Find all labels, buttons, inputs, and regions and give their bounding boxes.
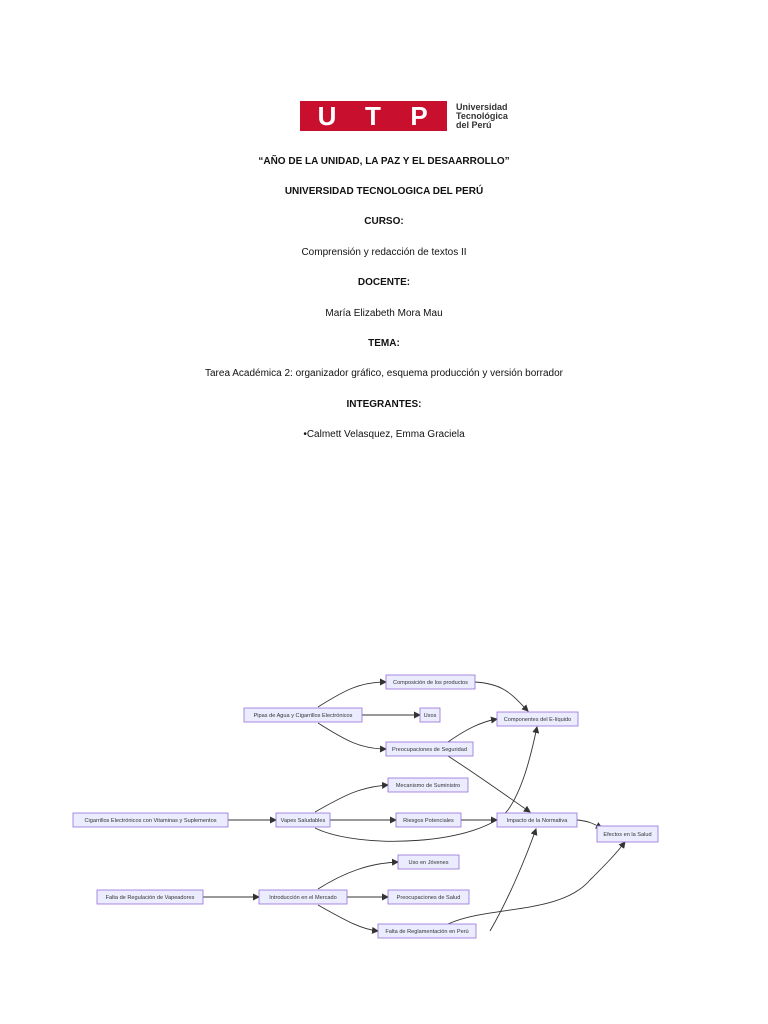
node-label: Pipas de Agua y Cigarrillos Electrónicos [253,713,353,719]
node-falta-regulacion-vapeadores [97,890,203,904]
node-impacto [497,813,577,827]
node-label: Riesgos Potenciales [403,818,454,824]
topic-label: TEMA: [368,338,400,349]
member-name: •Calmett Velasquez, Emma Graciela [303,429,465,440]
node-componentes [497,712,578,726]
teacher-name: María Elizabeth Mora Mau [325,308,443,319]
node-label: Impacto de la Normativa [506,818,568,824]
node-falta-reglamentacion-peru [378,924,476,938]
node-preocupaciones-seguridad [386,742,473,756]
node-uso-jovenes [398,855,459,869]
node-label: Cigarrillos Electrónicos con Vitaminas y Suplementos [84,818,217,824]
concept-map [0,660,768,950]
year-motto: “AÑO DE LA UNIDAD, LA PAZ Y EL DESAARROLLO” [258,156,510,167]
node-label: Componentes del E-líquido [503,717,572,723]
node-efectos [597,826,658,842]
utp-logo [300,101,530,131]
teacher-label: DOCENTE: [357,277,411,288]
logo-name-line: Universidad [456,102,508,112]
logo-university-name [456,103,536,130]
node-label: Uso en Jóvenes [408,860,449,866]
course-name: Comprensión y redacción de textos II [301,247,467,258]
node-label: Usos [423,713,437,719]
node-usos [420,708,440,722]
node-label: Efectos en la Salud [603,832,652,838]
node-preocupaciones-salud [388,890,469,904]
topic-text: Tarea Académica 2: organizador gráfico, esquema producción y versión borrador [205,368,563,379]
node-label: Vapes Saludables [280,818,326,824]
node-introduccion-mercado [259,890,347,904]
edge [318,682,386,707]
node-vapes-saludables [276,813,330,827]
node-label: Mecanismo de Suministro [395,783,461,789]
course-label: CURSO: [364,216,404,227]
edge [315,785,388,812]
edge [490,829,536,931]
node-label: Preocupaciones de Seguridad [392,747,467,753]
node-pipas [244,708,362,722]
logo-name-line: del Perú [456,120,492,130]
edge [318,723,386,749]
logo-name-line: Tecnológica [456,111,508,121]
node-riesgos [396,813,461,827]
node-label: Composición de los productos [393,680,468,686]
members-label: INTEGRANTES: [346,399,422,410]
edge [318,905,378,931]
node-composicion [386,675,475,689]
logo-letter-u: U [317,101,337,131]
edge [448,842,625,924]
logo-letter-t: T [365,101,381,131]
edge [318,862,398,889]
edge [448,719,497,742]
node-label: Falta de Reglamentación en Perú [385,929,469,935]
node-label: Introducción en el Mercado [269,895,337,901]
edge [475,682,528,711]
node-cigarrillos-vitaminas [73,813,228,827]
node-mecanismo [388,778,468,792]
node-label: Falta de Regulación de Vapeadores [105,895,195,901]
university-name: UNIVERSIDAD TECNOLOGICA DEL PERÚ [284,186,484,197]
logo-letter-p: P [410,101,428,131]
node-label: Preocupaciones de Salud [396,895,461,901]
